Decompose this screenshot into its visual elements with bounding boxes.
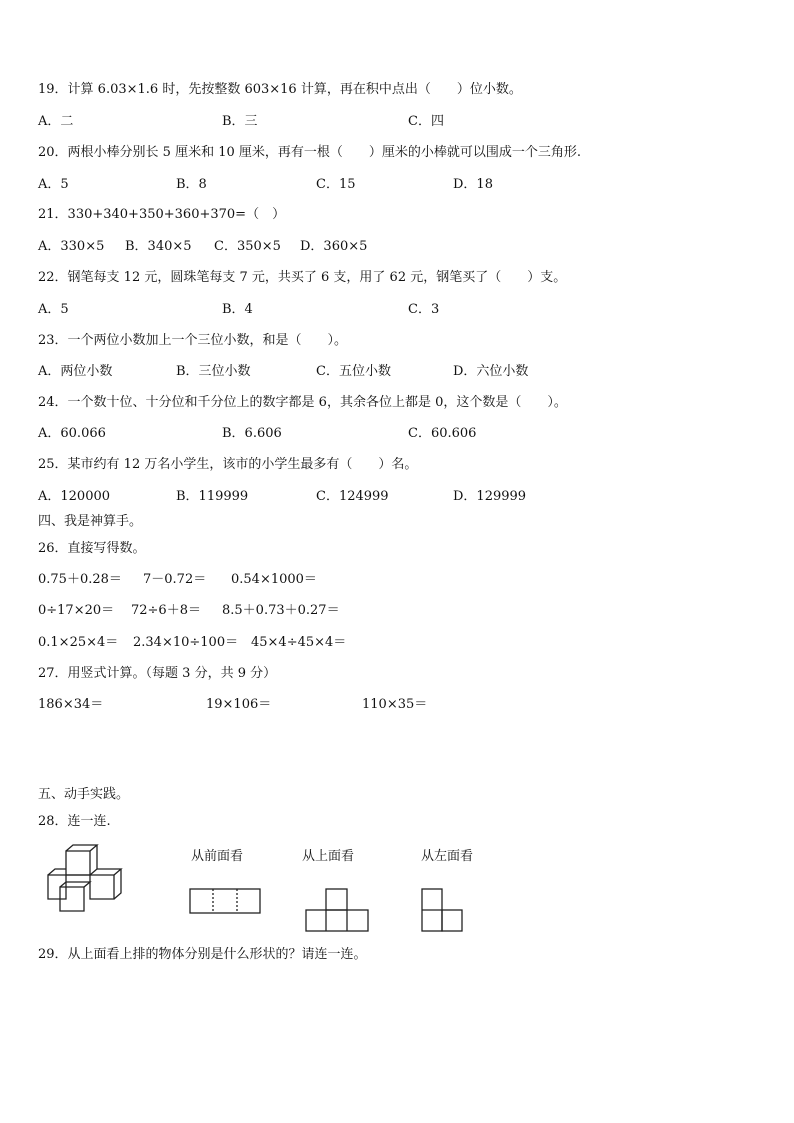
q23-option-d[interactable]: D．六位小数 bbox=[453, 364, 529, 379]
top-view-figure[interactable] bbox=[305, 888, 369, 932]
q28-stem: 28．连一连. bbox=[38, 814, 111, 829]
q22-option-b[interactable]: B．4 bbox=[222, 302, 253, 317]
q26-item: 0.1×25×4＝ bbox=[38, 635, 119, 650]
q26-item: 2.34×10÷100＝ bbox=[133, 635, 239, 650]
q27-stem: 27．用竖式计算。（每题 3 分，共 9 分） bbox=[38, 666, 277, 681]
q20-stem: 20．两根小棒分别长 5 厘米和 10 厘米，再有一根（ ）厘米的小棒就可以围成一个三角形. bbox=[38, 145, 582, 160]
q26-stem: 26．直接写得数。 bbox=[38, 541, 146, 556]
q24-option-c[interactable]: C．60.606 bbox=[408, 426, 477, 441]
q27-item: 19×106＝ bbox=[206, 697, 272, 712]
view-front-label: 从前面看 bbox=[191, 849, 244, 864]
q23-option-a[interactable]: A．两位小数 bbox=[38, 364, 113, 379]
q21-option-b[interactable]: B．340×5 bbox=[125, 239, 192, 254]
q21-option-d[interactable]: D．360×5 bbox=[300, 239, 368, 254]
q25-option-b[interactable]: B．119999 bbox=[176, 489, 249, 504]
q24-option-b[interactable]: B．6.606 bbox=[222, 426, 282, 441]
q24-option-a[interactable]: A．60.066 bbox=[38, 426, 106, 441]
q19-option-c[interactable]: C．四 bbox=[408, 114, 444, 129]
q20-option-b[interactable]: B．8 bbox=[176, 177, 207, 192]
q26-item: 8.5＋0.73＋0.27＝ bbox=[222, 603, 340, 618]
view-left-label: 从左面看 bbox=[421, 849, 474, 864]
q20-option-d[interactable]: D．18 bbox=[453, 177, 493, 192]
q26-item: 0.75＋0.28＝ bbox=[38, 572, 122, 587]
q21-option-a[interactable]: A．330×5 bbox=[38, 239, 105, 254]
q25-option-d[interactable]: D．129999 bbox=[453, 489, 527, 504]
q23-stem: 23．一个两位小数加上一个三位小数，和是（ ）。 bbox=[38, 333, 348, 348]
q26-item: 45×4÷45×4＝ bbox=[251, 635, 347, 650]
q25-option-a[interactable]: A．120000 bbox=[38, 489, 111, 504]
q27-item: 110×35＝ bbox=[362, 697, 428, 712]
q19-option-b[interactable]: B．三 bbox=[222, 114, 258, 129]
view-top-label: 从上面看 bbox=[302, 849, 355, 864]
q27-item: 186×34＝ bbox=[38, 697, 104, 712]
q26-item: 7－0.72＝ bbox=[143, 572, 207, 587]
q23-option-b[interactable]: B．三位小数 bbox=[176, 364, 251, 379]
q19-stem: 19．计算 6.03×1.6 时，先按整数 603×16 计算，再在积中点出（ ）位小数。 bbox=[38, 82, 522, 97]
section-4-heading: 四、我是神算手。 bbox=[38, 514, 143, 529]
q25-option-c[interactable]: C．124999 bbox=[316, 489, 389, 504]
q26-item: 0.54×1000＝ bbox=[231, 572, 317, 587]
left-view-figure[interactable] bbox=[421, 888, 463, 932]
q20-option-a[interactable]: A．5 bbox=[38, 177, 69, 192]
q24-stem: 24．一个数十位、十分位和千分位上的数字都是 6，其余各位上都是 0，这个数是（ ）。 bbox=[38, 395, 567, 410]
q26-item: 0÷17×20＝ bbox=[38, 603, 115, 618]
q21-stem: 21．330+340+350+360+370=（ ） bbox=[38, 207, 286, 222]
q19-option-a[interactable]: A．二 bbox=[38, 114, 74, 129]
q22-option-a[interactable]: A．5 bbox=[38, 302, 69, 317]
q22-stem: 22．钢笔每支 12 元，圆珠笔每支 7 元，共买了 6 支，用了 62 元，钢笔买了（ ）支。 bbox=[38, 270, 567, 285]
section-5-heading: 五、动手实践。 bbox=[38, 787, 130, 802]
cube-assembly-figure bbox=[44, 845, 139, 913]
front-view-figure[interactable] bbox=[189, 888, 261, 914]
q29-stem: 29．从上面看上排的物体分别是什么形状的？请连一连。 bbox=[38, 947, 367, 962]
q25-stem: 25．某市约有 12 万名小学生，该市的小学生最多有（ ）名。 bbox=[38, 457, 418, 472]
q22-option-c[interactable]: C．3 bbox=[408, 302, 440, 317]
q20-option-c[interactable]: C．15 bbox=[316, 177, 356, 192]
q23-option-c[interactable]: C．五位小数 bbox=[316, 364, 391, 379]
q21-option-c[interactable]: C．350×5 bbox=[214, 239, 281, 254]
q26-item: 72÷6＋8＝ bbox=[131, 603, 201, 618]
